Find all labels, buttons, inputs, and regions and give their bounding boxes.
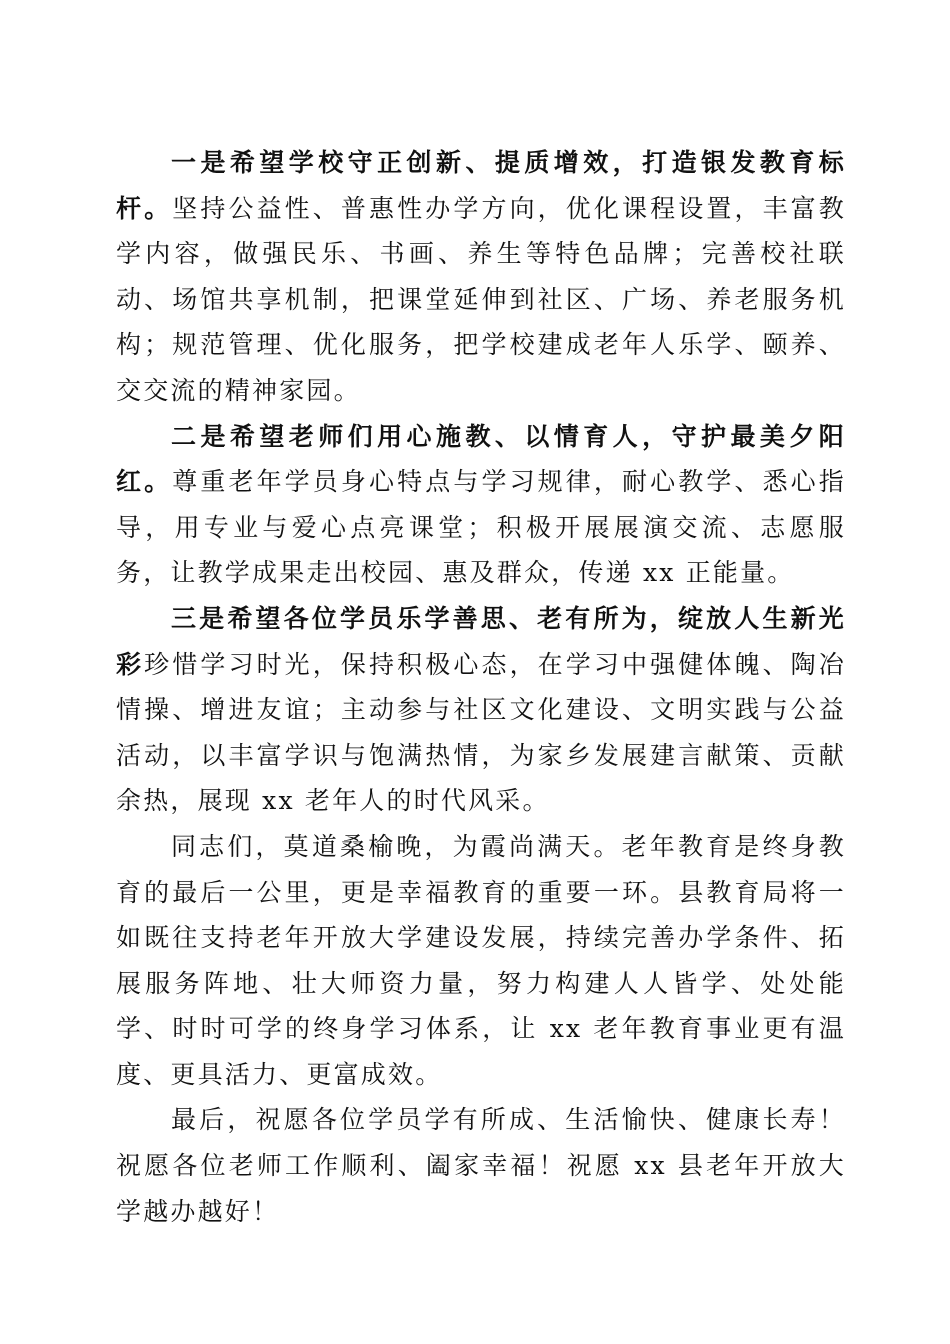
paragraph-school (116, 140, 846, 414)
paragraph-students (116, 596, 846, 824)
document-page (116, 140, 846, 1234)
paragraph-students-body: 珍惜学习时光，保持积极心态，在学习中强健体魄、陶冶情操、增进友谊；主动参与社区文化建设、文明实践与公益活动，以丰富学识与饱满热情，为家乡发展建言献策、贡献余热，展现 xx 老年人的时代风采。 (116, 649, 846, 816)
paragraph-comrades-body: 同志们，莫道桑榆晚，为霞尚满天。老年教育是终身教育的最后一公里，更是幸福教育的重要一环。县教育局将一如既往支持老年开放大学建设发展，持续完善办学条件、拓展服务阵地、壮大师资力量，努力构建人人皆学、处处能学、时时可学的终身学习体系，让 xx 老年教育事业更有温度、更具活力、更富成效。 (116, 831, 846, 1089)
paragraph-school-lead: 一是希望学校守正创新、提质增效，打造银发教育标杆。 (116, 148, 846, 223)
paragraph-teachers-body: 尊重老年学员身心特点与学习规律，耐心教学、悉心指导，用专业与爱心点亮课堂；积极开展展演交流、志愿服务，让教学成果走出校园、惠及群众，传递 xx 正能量。 (116, 467, 846, 588)
paragraph-teachers (116, 414, 846, 596)
paragraph-comrades (116, 824, 846, 1098)
paragraph-school-body: 坚持公益性、普惠性办学方向，优化课程设置，丰富教学内容，做强民乐、书画、养生等特色品牌；完善校社联动、场馆共享机制，把课堂延伸到社区、广场、养老服务机构；规范管理、优化服务，把学校建成老年人乐学、颐养、交交流的精神家园。 (116, 193, 846, 405)
paragraph-students-lead: 三是希望各位学员乐学善思、老有所为，绽放人生新光彩 (116, 603, 846, 679)
paragraph-teachers-lead: 二是希望老师们用心施教、以情育人，守护最美夕阳红。 (116, 421, 846, 497)
paragraph-closing (116, 1097, 846, 1234)
paragraph-closing-body: 最后，祝愿各位学员学有所成、生活愉快、健康长寿！祝愿各位老师工作顺利、阖家幸福！祝愿 xx 县老年开放大学越办越好！ (116, 1105, 846, 1226)
